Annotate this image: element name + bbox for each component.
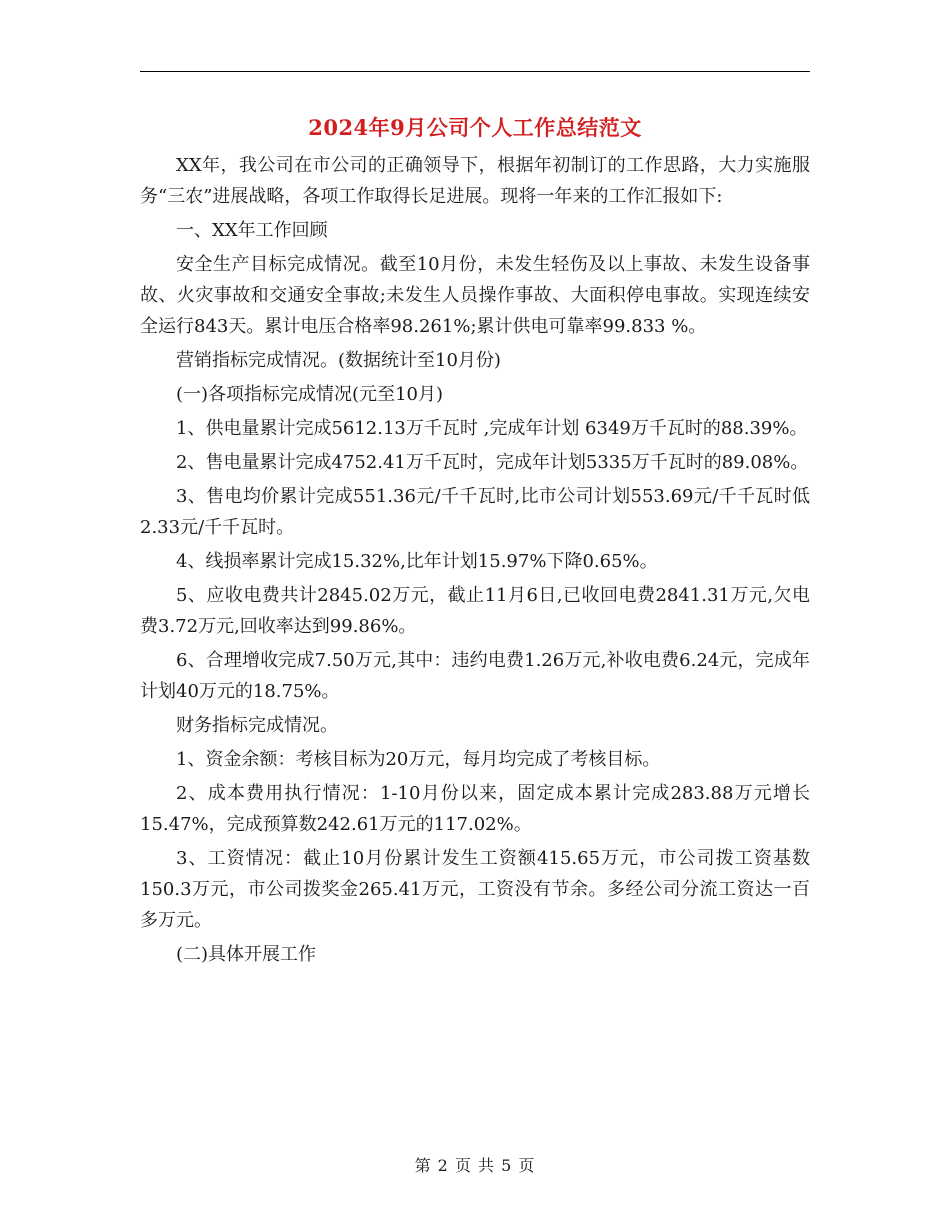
list-item-price: 3、售电均价累计完成551.36元/千千瓦时,比市公司计划553.69元/千千瓦时低2.33元/千千瓦时。: [140, 486, 810, 538]
list-item-costs: 2、成本费用执行情况：1-10月份以来，固定成本累计完成283.88万元增长15.47%，完成预算数242.61万元的117.02%。: [140, 783, 810, 835]
finance-heading: 财务指标完成情况。: [176, 715, 338, 736]
document-title: 2024年9月公司个人工作总结范文: [308, 115, 642, 140]
subsection-heading-work: (二)具体开展工作: [176, 944, 317, 965]
list-item-line-loss: 4、线损率累计完成15.32%,比年计划15.97%下降0.65%。: [176, 551, 658, 572]
list-item-wages: 3、工资情况：截止10月份累计发生工资额415.65万元，市公司拨工资基数150.3万元，市公司拨奖金265.41万元，工资没有节余。多经公司分流工资达一百多万元。: [140, 848, 810, 931]
intro-paragraph: XX年，我公司在市公司的正确领导下，根据年初制订的工作思路，大力实施服务“三农”进展战略，各项工作取得长足进展。现将一年来的工作汇报如下:: [140, 155, 810, 207]
header-rule: [140, 71, 810, 72]
list-item-supply: 1、供电量累计完成5612.13万千瓦时 ,完成年计划 6349万千瓦时的88.39%。: [176, 418, 808, 439]
list-item-receivables: 5、应收电费共计2845.02万元，截止11月6日,已收回电费2841.31万元,欠电费3.72万元,回收率达到99.86%。: [140, 585, 810, 637]
marketing-heading: 营销指标完成情况。(数据统计至10月份): [176, 350, 501, 371]
document-body: [140, 150, 810, 970]
section-heading-review: 一、XX年工作回顾: [176, 220, 328, 241]
list-item-funds: 1、资金余额：考核目标为20万元，每月均完成了考核目标。: [176, 749, 661, 770]
safety-paragraph: 安全生产目标完成情况。截至10月份，未发生轻伤及以上事故、未发生设备事故、火灾事故和交通安全事故;未发生人员操作事故、大面积停电事故。实现连续安全运行843天。累计电压合格率98.261%;累计供电可靠率99.833 %。: [140, 254, 810, 337]
page-number: 第 2 页 共 5 页: [414, 1156, 536, 1175]
list-item-sales: 2、售电量累计完成4752.41万千瓦时，完成年计划5335万千瓦时的89.08%。: [176, 452, 809, 473]
list-item-revenue-increase: 6、合理增收完成7.50万元,其中：违约电费1.26万元,补收电费6.24元，完成年计划40万元的18.75%。: [140, 650, 810, 702]
subsection-heading-indicators: (一)各项指标完成情况(元至10月): [176, 384, 443, 405]
